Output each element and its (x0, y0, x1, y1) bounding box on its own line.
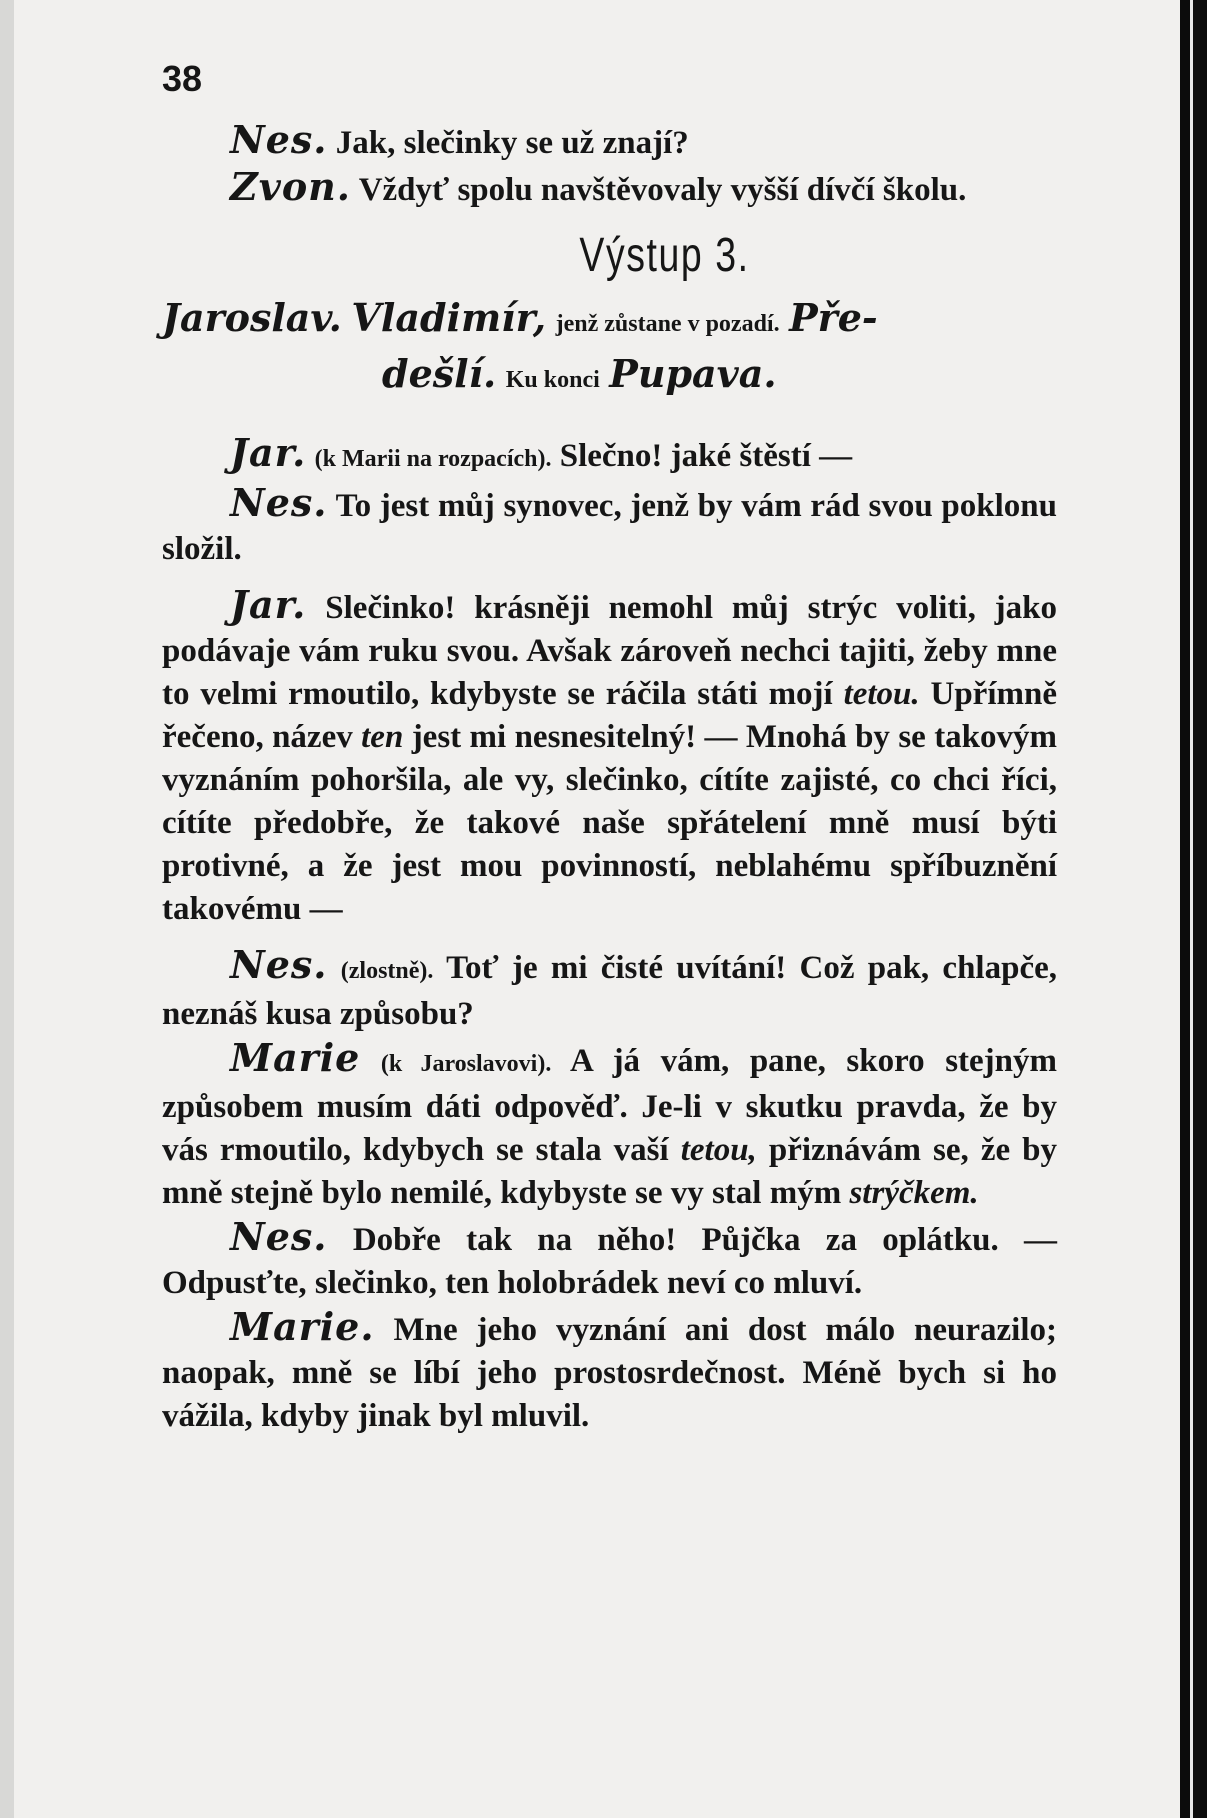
cast-role: dešlí. (382, 351, 497, 396)
dialogue-text: Slečno! jaké štěstí — (559, 438, 853, 474)
speaker-name: Nes. (230, 1214, 328, 1259)
stage-direction: (zlostně). (340, 958, 434, 984)
dialogue-text: Vždyť spolu navštěvovaly vyšší dívčí školu. (358, 172, 967, 208)
emphasis-text: tetou. (843, 676, 920, 712)
cast-note: Ku konci (505, 367, 600, 393)
scene-title: Výstup 3. (579, 229, 750, 282)
cast-role: Jaroslav. (162, 295, 342, 340)
emphasis-text: ten (361, 719, 404, 755)
cast-list (162, 293, 1057, 405)
page-edge (1180, 0, 1207, 1818)
dialogue-line (162, 1036, 1057, 1215)
dialogue-line (162, 1215, 1057, 1305)
dialogue-text: Toť je mi čisté uvítání! Což pak, chlapče, neznáš kusa způsobu? (162, 950, 1057, 1032)
cast-role: Pupava. (609, 351, 777, 396)
speaker-name: Marie. (230, 1304, 375, 1349)
dialogue-text: Mne jeho vyznání ani dost málo neurazilo; naopak, mně se líbí jeho prostosrdečnost. Méně bych si ho vážila, kdyby jinak byl mluvil. (162, 1312, 1057, 1434)
dialogue-text: Dobře tak na něho! Půjčka za oplátku. — Odpusťte, slečinko, ten holobrádek neví co mluví. (162, 1222, 1057, 1301)
speaker-name: Jar. (230, 582, 307, 627)
dialogue-text: A já vám, pane, skoro stejným způsobem musím dáti odpověď. Je-li v skutku pravda, že by vás rmoutilo, kdybych se stala vaší (162, 1043, 1058, 1168)
page-text (162, 118, 1057, 1438)
dialogue-text: přiznávám se, že by mně stejně bylo nemilé, kdybyste se vy stal mým (162, 1132, 1058, 1211)
dialogue-text: To jest můj synovec, jenž by vám rád svou poklonu složil. (162, 488, 1058, 567)
dialogue-line (162, 583, 1057, 931)
cast-note: jenž zůstane v pozadí. (555, 311, 780, 337)
dialogue-line (162, 943, 1057, 1036)
dialogue-line (162, 481, 1057, 571)
speaker-name: Nes. (230, 942, 328, 987)
dialogue-text: Jak, slečinky se už znají? (335, 125, 689, 161)
cast-role: Pře- (789, 295, 878, 340)
speaker-name: Nes. (230, 117, 328, 162)
dialogue-line (162, 1305, 1057, 1438)
stage-direction: (k Marii na rozpacích). (314, 446, 552, 472)
speaker-name: Marie (230, 1035, 361, 1080)
dialogue-line (162, 118, 1057, 165)
dialogue-text: jest mi nesnesitelný! — Mnohá by se takovým vyznáním pohoršila, ale vy, slečinko, cítíte zajisté, co chci říci, cítíte předobře, že takové naše spřátelení mně musí býti protivné, a že jest mou povinností, neblahému spříbuznění takovému — (162, 719, 1058, 927)
dialogue-line (162, 165, 1057, 212)
dialogue-text: Upřímně řečeno, název (162, 676, 1057, 755)
cast-line (162, 349, 1057, 405)
emphasis-text: strýčkem. (849, 1175, 979, 1211)
stage-direction: (k Jaroslavovi). (380, 1051, 552, 1077)
page-number: 38 (162, 58, 203, 99)
page-edge-line (1190, 0, 1193, 1818)
cast-line (162, 293, 1057, 349)
speaker-name: Zvon. (230, 164, 352, 209)
speaker-name: Nes. (230, 480, 328, 525)
dialogue-line (162, 431, 1057, 481)
speaker-name: Jar. (230, 430, 307, 475)
cast-role: Vladimír, (351, 295, 547, 340)
dialogue-text: Slečinko! krásněji nemohl můj strýc voliti, jako podávaje vám ruku svou. Avšak zároveň nechci tajiti, žeby mne to velmi rmoutilo, kdybyste se ráčila státi mojí (162, 590, 1058, 712)
emphasis-text: tetou, (680, 1132, 757, 1168)
